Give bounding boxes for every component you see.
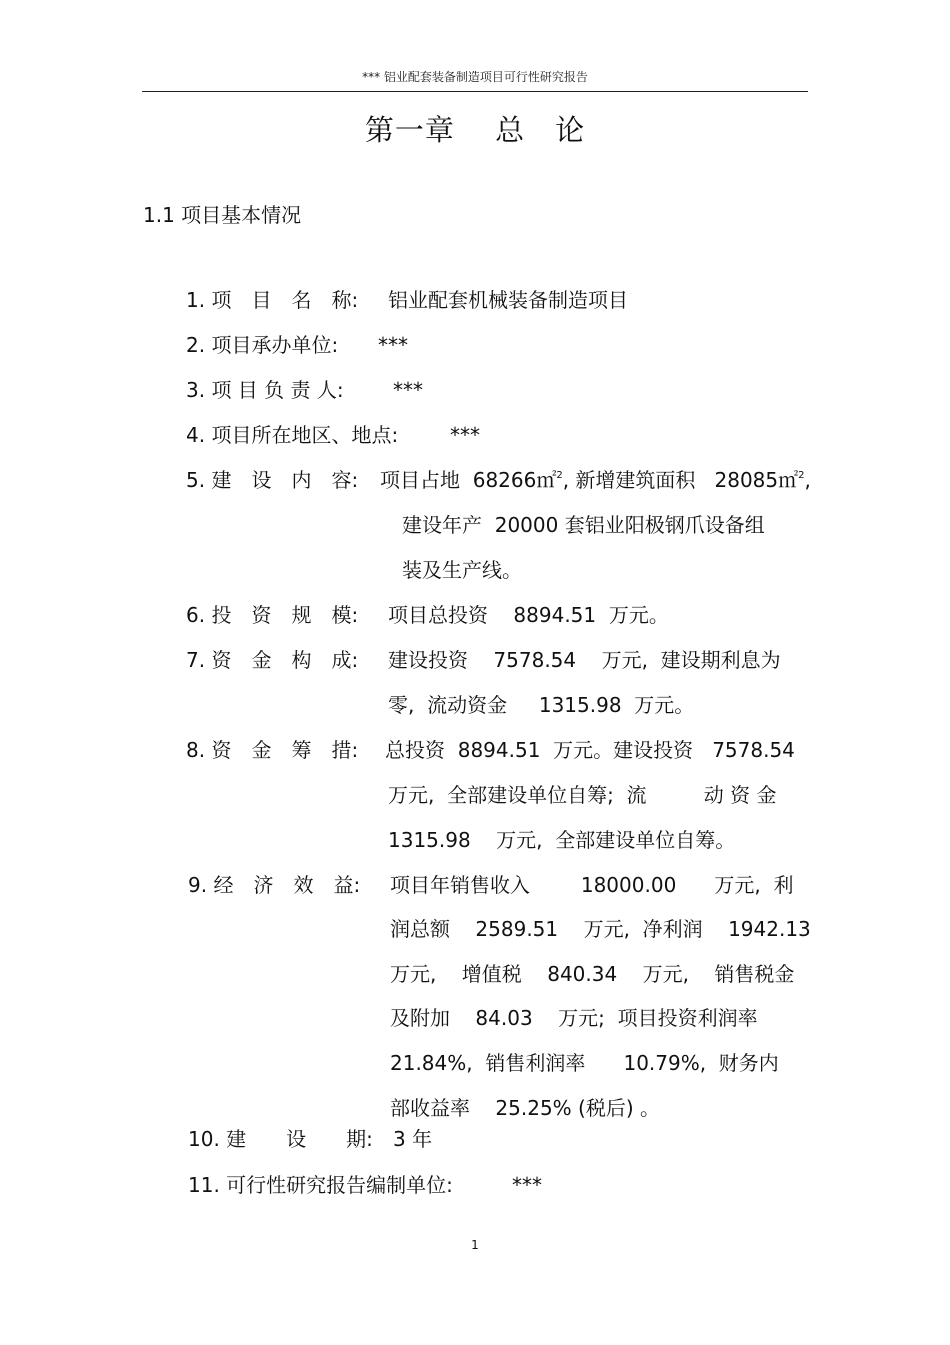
item-value-construction-line1: 项目占地 68266㎡$^2$, 新增建筑面积 28085㎡$^2$, xyxy=(380,468,811,492)
item-label-sponsor: 2. 项目承办单位: xyxy=(186,333,339,357)
item-value-sponsor: *** xyxy=(378,333,408,357)
page-number: 1 xyxy=(471,1238,479,1252)
item-label-project-name: 1. 项 目 名 称: xyxy=(186,288,359,312)
section-number: 1.1 xyxy=(143,203,175,227)
item-value-financing-line2: 万元, 全部建设单位自筹; 流 动 资 金 xyxy=(388,783,777,807)
item-value-project-name: 铝业配套机械装备制造项目 xyxy=(388,288,628,312)
item-value-composition-line2: 零, 流动资金 1315.98 万元。 xyxy=(388,693,695,717)
section-heading xyxy=(143,199,301,228)
item-label-author: 11. 可行性研究报告编制单位: xyxy=(188,1173,453,1197)
item-value-composition-line1: 建设投资 7578.54 万元, 建设期利息为 xyxy=(388,648,781,672)
chapter-title: 第一章 总 论 xyxy=(364,113,586,147)
item-label-composition: 7. 资 金 构 成: xyxy=(186,648,359,672)
item-value-scale: 项目总投资 8894.51 万元。 xyxy=(388,603,669,627)
section-title: 项目基本情况 xyxy=(181,203,302,227)
item-value-benefits-line4: 及附加 84.03 万元; 项目投资利润率 xyxy=(390,1006,758,1030)
item-value-construction-line2: 建设年产 20000 套铝业阳极钢爪设备组 xyxy=(402,513,765,537)
superscript: 2 xyxy=(556,470,563,481)
superscript: 2 xyxy=(798,470,805,481)
item-value-financing-line3: 1315.98 万元, 全部建设单位自筹。 xyxy=(388,828,736,852)
item-value-construction-line3: 装及生产线。 xyxy=(402,558,522,582)
running-header: *** 铝业配套装备制造项目可行性研究报告 xyxy=(362,70,588,84)
header-divider xyxy=(142,91,808,92)
item-value-benefits-line5: 21.84%, 销售利润率 10.79%, 财务内 xyxy=(390,1051,779,1075)
item-value-author: *** xyxy=(512,1173,542,1197)
item-value-benefits-line2: 润总额 2589.51 万元, 净利润 1942.13 xyxy=(390,917,811,941)
item-label-location: 4. 项目所在地区、地点: xyxy=(186,423,399,447)
item-value-location: *** xyxy=(450,423,480,447)
item-label-scale: 6. 投 资 规 模: xyxy=(186,603,359,627)
item-label-benefits: 9. 经 济 效 益: xyxy=(188,873,361,897)
item-value-benefits-line3: 万元, 增值税 840.34 万元, 销售税金 xyxy=(390,962,795,986)
item-label-manager: 3. 项 目 负 责 人: xyxy=(186,378,344,402)
item-label-period: 10. 建 设 期: xyxy=(188,1127,373,1151)
item-label-construction: 5. 建 设 内 容: xyxy=(186,468,359,492)
item-value-manager: *** xyxy=(393,378,423,402)
item-value-benefits-line6: 部收益率 25.25% (税后) 。 xyxy=(390,1096,661,1120)
item-value-benefits-line1: 项目年销售收入 18000.00 万元, 利 xyxy=(390,873,794,897)
item-value-period: 3 年 xyxy=(393,1127,433,1151)
item-value-financing-line1: 总投资 8894.51 万元。建设投资 7578.54 xyxy=(385,738,795,762)
item-label-financing: 8. 资 金 筹 措: xyxy=(186,738,359,762)
